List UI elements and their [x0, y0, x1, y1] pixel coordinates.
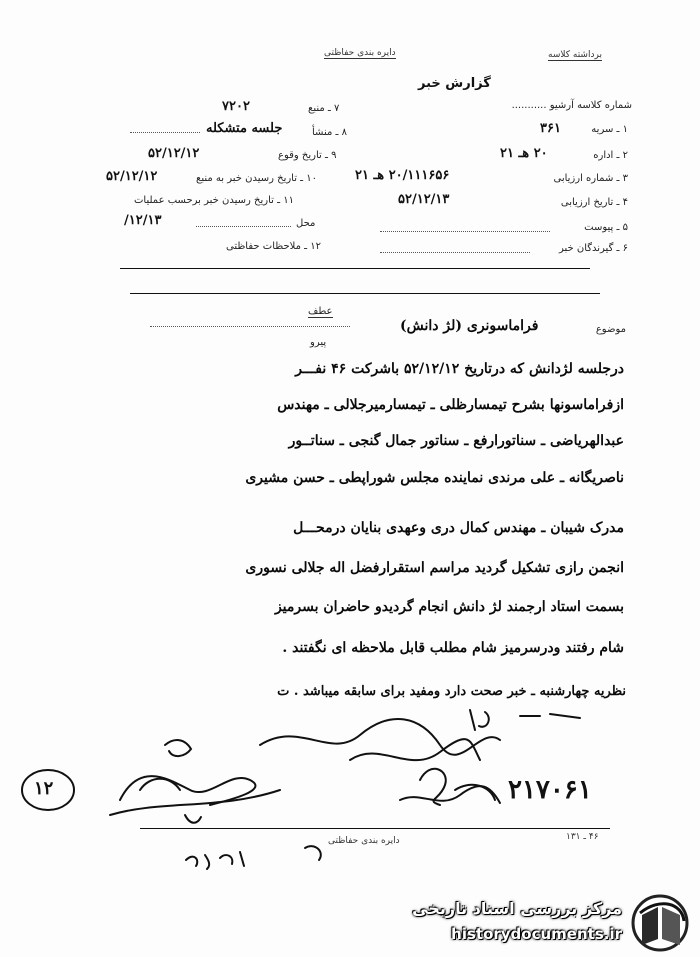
- field-10-value: ۵۲/۱۲/۱۲: [106, 169, 158, 184]
- field-11-sub-label: محل: [296, 218, 316, 229]
- field-6-label: ۶ ـ گیرندگان خبر: [558, 243, 628, 254]
- field-5-label: ۵ ـ پیوست: [584, 222, 628, 233]
- evaluation-text: نظریه چهارشنبه ـ خبر صحت دارد ومفید برای سابقه میباشد . ت: [277, 684, 626, 699]
- field-10-label: ۱۰ ـ تاریخ رسیدن خبر به منبع: [196, 173, 318, 184]
- field-1-value: ۳۶۱: [540, 121, 561, 136]
- field-4-label: ۴ ـ تاریخ ارزیابی: [560, 197, 628, 208]
- footer-stamp: دایره بندی حفاظتی: [328, 836, 400, 846]
- field-9-value: ۵۲/۱۲/۱۲: [148, 146, 200, 161]
- book-logo-icon: [630, 893, 692, 953]
- watermark-url: historydocuments.ir: [451, 925, 622, 943]
- body-line-6: انجمن رازی تشکیل گردید مراسم استقرارفضل اله جلالی نسوری: [245, 560, 624, 576]
- field-3-label: ۳ ـ شماره ارزیابی: [553, 173, 628, 184]
- field-1-label: ۱ ـ سریه: [591, 124, 628, 135]
- subject-label: موضوع: [595, 324, 626, 335]
- subject-stamp-top: عطف: [308, 306, 333, 317]
- body-line-2: ازفراماسونها بشرح تیمسارظلی ـ تیمسارمیرجلالی ـ مهندس: [277, 397, 624, 413]
- handwritten-number: ۲۱۷۰۶۱: [508, 775, 592, 805]
- field-8-label: ۸ ـ منشأ: [312, 127, 348, 138]
- field-4-value: ۵۲/۱۲/۱۳: [398, 192, 450, 207]
- subject-stamp-bottom: پیرو: [310, 337, 327, 348]
- footer-code: ۴۶ ـ ۱۳۱: [566, 832, 599, 842]
- body-line-3: عبدالهریاضی ـ سناتورارفع ـ سناتور جمال گنجی ـ سناتــور: [288, 433, 624, 449]
- field-3-value: ۲۰/۱۱۱۶۵۶ هـ ۲۱: [355, 168, 450, 183]
- field-11-label: ۱۱ ـ تاریخ رسیدن خبر برحسب عملیات: [134, 195, 294, 206]
- field-11-value: /۱۲/۱۳: [124, 213, 162, 228]
- field-2-label: ۲ ـ اداره: [593, 150, 628, 161]
- header-right-stamp: برداشته کلاسه: [548, 50, 602, 60]
- report-title: گزارش خبر: [418, 76, 491, 91]
- body-line-8: شام رفتند ودرسرمیز شام مطلب قابل ملاحظه ای نگفتند .: [282, 640, 624, 656]
- body-line-1: درجلسه لژدانش که درتاریخ ۵۲/۱۲/۱۲ باشرکت ۴۶ نفـــر: [295, 361, 624, 377]
- subject-value: فراماسونری (لژ دانش): [400, 318, 539, 334]
- body-line-7: بسمت استاد ارجمند لژ دانش انجام گردیدو حاضران بسرمیز: [274, 599, 624, 615]
- body-line-5: مدرک شیبان ـ مهندس کمال دری وعهدی بنایان درمحـــل: [293, 520, 624, 536]
- header-left-stamp: دایره بندی حفاظتی: [324, 48, 396, 58]
- field-7-value: ۷۲۰۲: [222, 99, 250, 114]
- body-line-4: ناصریگانه ـ علی مرندی نماینده مجلس شوراپطی ـ حسن مشیری: [245, 470, 624, 486]
- archive-ref: شماره کلاسه آرشیو ...........: [511, 100, 632, 111]
- field-9-label: ۹ ـ تاریخ وقوع: [278, 150, 337, 161]
- field-8-value: جلسه متشکله: [206, 121, 283, 136]
- circled-number: ۱۲: [34, 778, 54, 799]
- field-2-value: ۲۰ هـ ۲۱: [500, 146, 548, 161]
- field-12-label: ۱۲ ـ ملاحظات حفاظتی: [226, 241, 321, 252]
- watermark-title: مرکز بررسی اسناد تاریخی: [412, 899, 622, 918]
- watermark: [412, 893, 698, 955]
- field-7-label: ۷ ـ منبع: [308, 103, 340, 114]
